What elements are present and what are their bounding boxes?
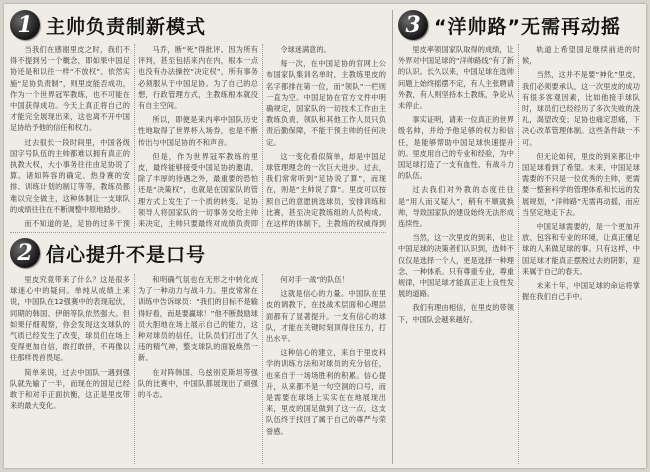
paragraph: 当我们在感谢里皮之时，我们不得不提到另一个概念，即如果中国足协还是和以往一样“不放权”、依然实施“足协负责制”，则里皮能否成功，作为一个世界冠军教练，也不可能在中国获得成功。今天上真正将自己的才能完全展现出来，这也离不开中国足协给予他的信任和权力。	[10, 45, 130, 133]
paragraph: 过去我们对外教的态度往往是“用人而又疑人”，稍有不顺就换帅，导致国家队的建设始终无法形成连续性。	[398, 185, 514, 229]
paragraph: 轨道上希望国足继续前进的时候，	[522, 45, 640, 66]
section1-heading	[10, 10, 206, 40]
paragraph: 里皮究竟带来了什么？这是很多球迷心中的疑问。单纯从成绩上来说，中国队在12强赛中的表现起伏，同期的韩国、伊朗等队依然强大。但如果仔细观察，你会发现这支球队的气质已经发生了改变，球员们在场上变得更加自信，敢打敢拼，不再像以往那样畏首畏尾。	[10, 275, 130, 363]
section2-title: 信心提升不是口号	[46, 243, 207, 266]
column-divider	[518, 44, 519, 464]
paragraph: 当然，这一次里皮的到来，也让中国足球的决策者们认识到，选帅不仅仅是选择一个人，更是选择一种理念、一种体系。只有尊重专业，尊重规律，中国足球才能真正走上良性发展的道路。	[398, 233, 514, 299]
paragraph: 所以，即便是来内率中国队历史性地取得了世界杯入场券，也是不断传出与中国足协的不和声音。	[138, 115, 258, 147]
section1-title: 主帅负责制新模式	[46, 15, 207, 38]
section1-number-badge: 1	[10, 10, 40, 40]
paragraph: 这种信心的建立，来自于里皮科学的训练方法和对球员的充分信任，也来自于一场场胜利的积累。信心提升，从来都不是一句空洞的口号，而是需要在球场上实实在在地展现出来，里皮的国足做到了这一点，这支队伍终于找回了属于自己的尊严与荣誉感。	[266, 348, 386, 436]
section-divider-vertical	[392, 10, 393, 464]
newspaper-page	[4, 4, 646, 468]
section2-column-1	[10, 274, 130, 464]
section-divider	[10, 232, 386, 233]
paragraph: 我们有理由相信，在里皮的带领下，中国队会越来越好。	[398, 303, 514, 324]
section1-column-3	[266, 44, 386, 228]
paragraph: 这一变化看似简单，却是中国足球管理理念的一次巨大进步。过去，我们常常听到“足协说了算”，而现在，则是“主帅说了算”。里皮可以按照自己的意愿挑选球员，安排训练和比赛，甚至决定教练组的人员构成。在这样的体制下，主教练的权威得到	[266, 151, 386, 228]
paragraph: 这就是信心的力量。中国队在里皮的调教下，在技战术层面和心理层面都有了显著提升。一支有信心的球队，才能在关键时刻顶得住压力，打出水平。	[266, 289, 386, 344]
paragraph: 简单来说，过去中国队一遇到强队就先输了一半，而现在的国足已经敢于和对手正面抗衡，这正是里皮带来的最大变化。	[10, 367, 130, 411]
section1-column-2	[138, 44, 258, 228]
column-divider	[262, 274, 263, 464]
section2-column-3	[266, 274, 386, 464]
paragraph: 但是，作为世界冠军教练的里皮，最终能够接受中国足协的邀请，除了丰厚的待遇之外，最重要的恐怕还是“决策权”，也就是在国家队的管理方式上发生了一个质的转变。足协领导人将国家队的一切事务交给主帅来决定，主帅只要最终对成绩负责即	[138, 151, 258, 228]
column-divider	[262, 44, 263, 228]
section3-heading	[398, 10, 621, 40]
paragraph: 事实证明，请来一位真正的世界级名帅，并给予他足够的权力和信任，是能够帮助中国足球快速提升的。里皮用自己的专业和经验，为中国足球打造了一支有血性、有战斗力的队伍。	[398, 115, 514, 181]
paragraph: 但无论如何，里皮的到来都让中国足球看到了希望。未来，中国足球需要的不只是一位优秀的主帅，更需要一整套科学的管理体系和长远的发展规划，“洋帅路”无需再动摇，而应当坚定地走下去。	[522, 151, 640, 217]
section2-number-badge: 2	[10, 238, 40, 268]
section3-title: “洋帅路”无需再动摇	[434, 15, 621, 38]
paragraph: 中国足球需要的，是一个更加开放、包容和专业的环境，让真正懂足球的人来做足球的事。只有这样，中国足球才能真正摆脱过去的阴影，迎来属于自己的春天。	[522, 222, 640, 276]
paragraph: 令球迷满意的。	[280, 45, 331, 54]
paragraph: 未来十年，中国足球的命运将掌握在我们自己手中。	[522, 281, 640, 302]
paragraph: 每一次，在中国足协的官网上公布国家队集训名单时，主教练里皮的名字都排在第一位，而“领队”一栏则一直为空。中国足协在官方文件中明确规定，国家队的一切技术工作由主教练负责，领队和其他工作人员只负责后勤保障，不能干预主帅的任何决定。	[266, 59, 386, 147]
section3-number-badge: 3	[398, 10, 428, 40]
paragraph: 过去很长一段时间里，中国各级国字号队伍的主帅都难以拥有真正的执教大权，大小事务往往由足协说了算。诸如阵容的确定、热身赛的安排、训练计划的制订等等，教练员都难以完全做主，这种体制让一支球队的成绩往往在不断调整中原地踏步。	[10, 137, 130, 214]
section1-column-1	[10, 44, 130, 228]
paragraph: 而不知道的是，足协的过多干预	[24, 219, 130, 228]
paragraph: 在对阵韩国、乌兹别克斯坦等强队的比赛中，中国队都展现出了顽强的斗志。	[138, 367, 258, 400]
paragraph: 当然，这并不是要“神化”里皮，我们必须要承认，这一次里皮的成功有很多客观因素，比如他接手球队时，球员们已经经历了多次失败的洗礼，渴望改变；足协也痛定思痛，下决心改革管理体制。这些条件缺一不可。	[522, 70, 640, 147]
paragraph: 何对手一战”的队伍！	[280, 275, 349, 284]
paragraph: 里皮率领国家队取得的成绩，让外界对中国足球的“洋帅路线”有了新的认识。长久以来，中国足球在选帅问题上始终摇摆不定，有人主张聘请外教，有人则坚持本土教练，争论从未停止。	[398, 45, 514, 111]
section2-column-2	[138, 274, 258, 464]
paragraph: 和明确气氛也在无形之中转化成为了一种动力与战斗力。里皮常常在训练中告诉球员：“我们的目标不是输得好看，而是要赢球！”他不断鼓励球员大胆地在场上展示自己的能力，这种对球员的信任，让队员们打出了久违的精气神，整支球队的面貌焕然一新。	[138, 275, 258, 363]
section3-column-2	[522, 44, 640, 464]
section2-heading	[10, 238, 206, 268]
column-divider	[134, 44, 135, 228]
paragraph: 马乔，断“死”得批评。因为所有评判，甚至包括来内在内，根本一点也没有办法操控“决定权”，所有事务必须服从于中国足协。为了自己的总想，行政管理方式，主教练根本就没有自主空间。	[138, 45, 258, 111]
column-divider	[134, 274, 135, 464]
section3-column-1	[398, 44, 514, 464]
